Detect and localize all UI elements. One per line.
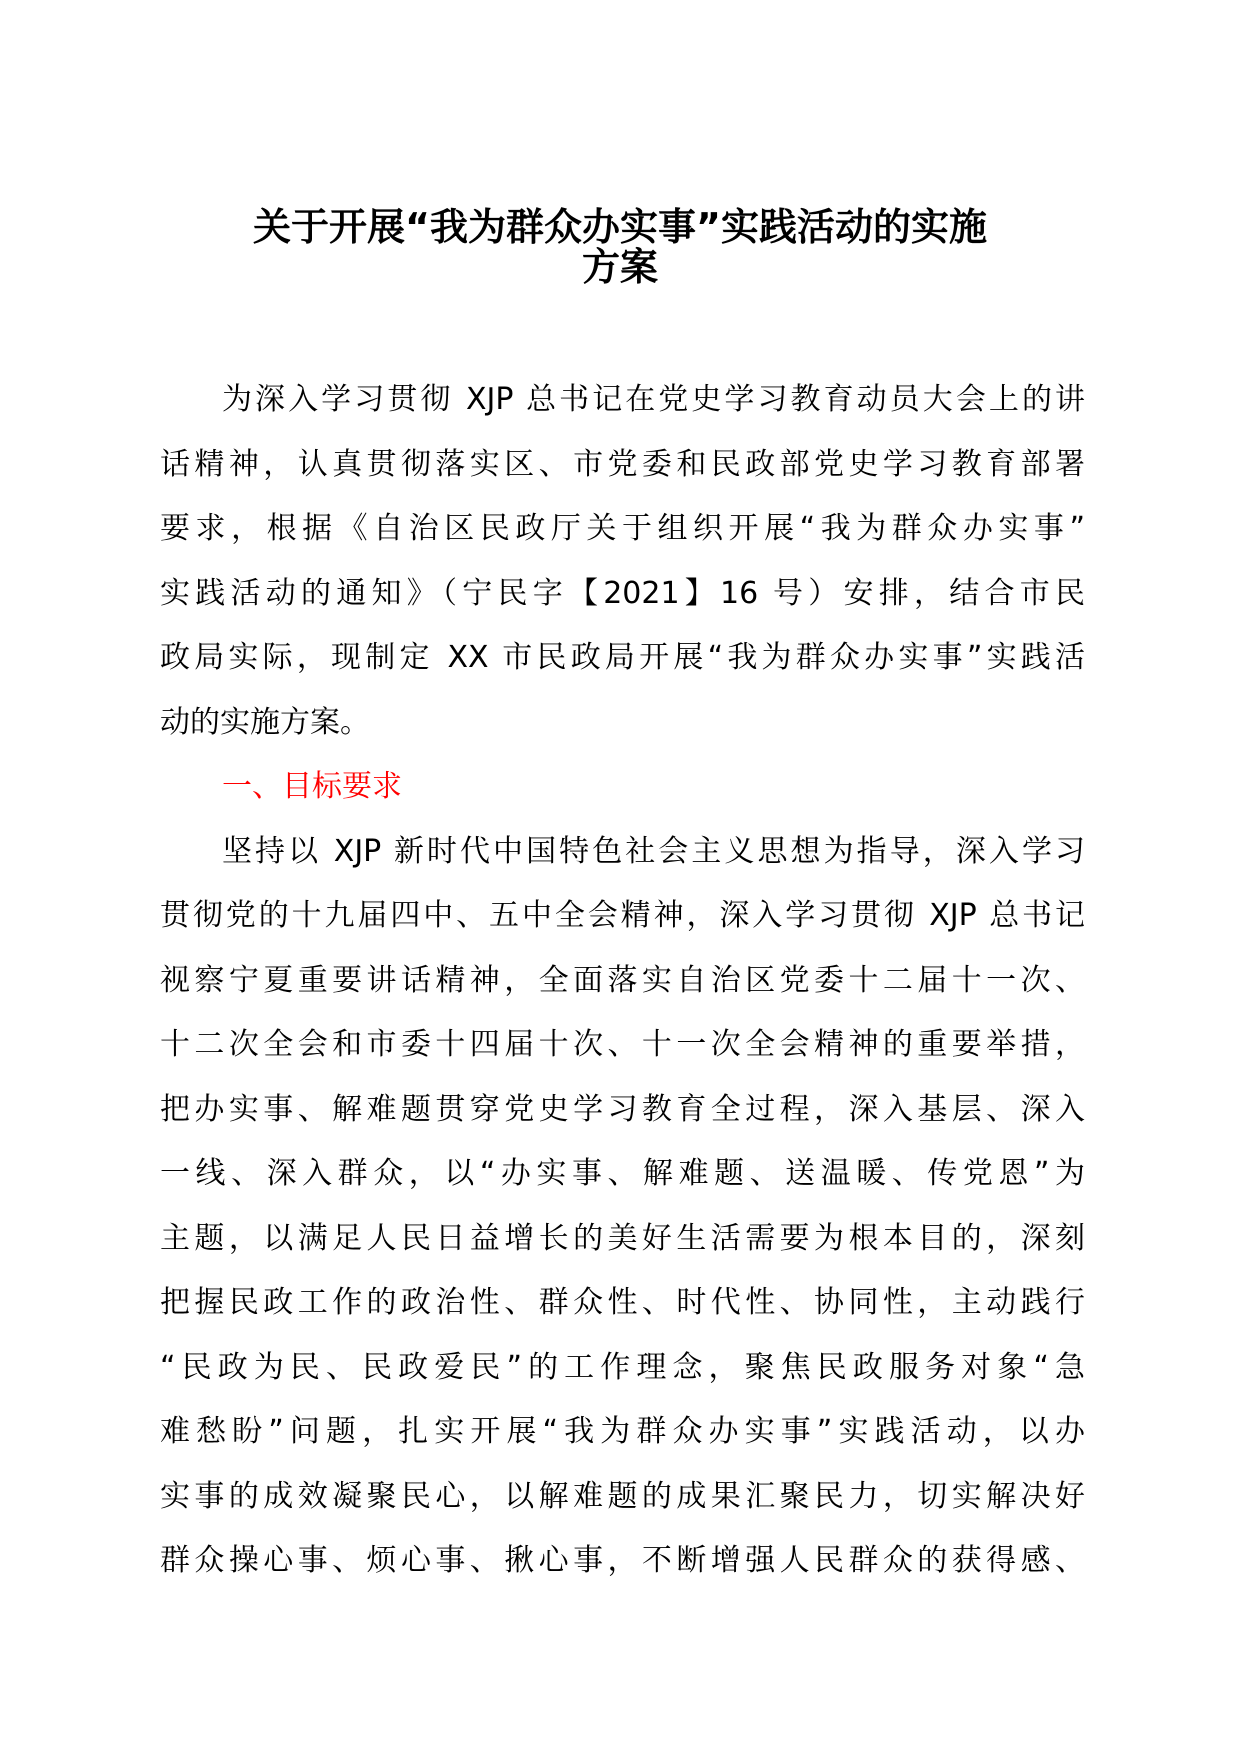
paragraph-1-line: 要求，根据《自治区民政厅关于组织开展“我为群众办实事”: [160, 511, 1085, 546]
paragraph-2-line: 把握民政工作的政治性、群众性、时代性、协同性，主动践行: [160, 1285, 1085, 1320]
paragraph-2-line: 难愁盼”问题，扎实开展“我为群众办实事”实践活动，以办: [160, 1414, 1085, 1449]
document-title-line-1: 关于开展“我为群众办实事”实践活动的实施: [253, 205, 987, 249]
paragraph-2-line: 实事的成效凝聚民心，以解难题的成果汇聚民力，切实解决好: [160, 1478, 1085, 1514]
paragraph-2-line: 一线、深入群众，以“办实事、解难题、送温暖、传党恩”为: [160, 1156, 1085, 1191]
paragraph-1-line: 动的实施方案。: [160, 704, 370, 740]
paragraph-1-line: 话精神，认真贯彻落实区、市党委和民政部党史学习教育部署: [160, 446, 1085, 482]
paragraph-1-line: 政局实际，现制定 XX 市民政局开展“我为群众办实事”实践活: [160, 640, 1085, 675]
paragraph-1-line: 实践活动的通知》（宁民字【2021】16 号）安排，结合市民: [160, 575, 1085, 611]
section-1-heading: 一、目标要求: [222, 769, 402, 804]
paragraph-2-line: 主题，以满足人民日益增长的美好生活需要为根本目的，深刻: [160, 1220, 1085, 1256]
document-body: [160, 368, 1085, 1594]
paragraph-2-line: 把办实事、解难题贯穿党史学习教育全过程，深入基层、深入: [160, 1091, 1085, 1127]
paragraph-2-line: 十二次全会和市委十四届十次、十一次全会精神的重要举措，: [160, 1027, 1085, 1062]
paragraph-2-line: 群众操心事、烦心事、揪心事，不断增强人民群众的获得感、: [160, 1543, 1085, 1578]
paragraph-2-line: 视察宁夏重要讲话精神，全面落实自治区党委十二届十一次、: [160, 962, 1085, 998]
paragraph-1-line: 为深入学习贯彻 XJP 总书记在党史学习教育动员大会上的讲: [222, 382, 1085, 417]
paragraph-2-line: 贯彻党的十九届四中、五中全会精神，深入学习贯彻 XJP 总书记: [160, 898, 1085, 933]
paragraph-2-line: “民政为民、民政爱民”的工作理念，聚焦民政服务对象“急: [160, 1349, 1085, 1385]
paragraph-2-line: 坚持以 XJP 新时代中国特色社会主义思想为指导，深入学习: [222, 833, 1085, 869]
document-title-line-2: 方案: [581, 245, 658, 289]
